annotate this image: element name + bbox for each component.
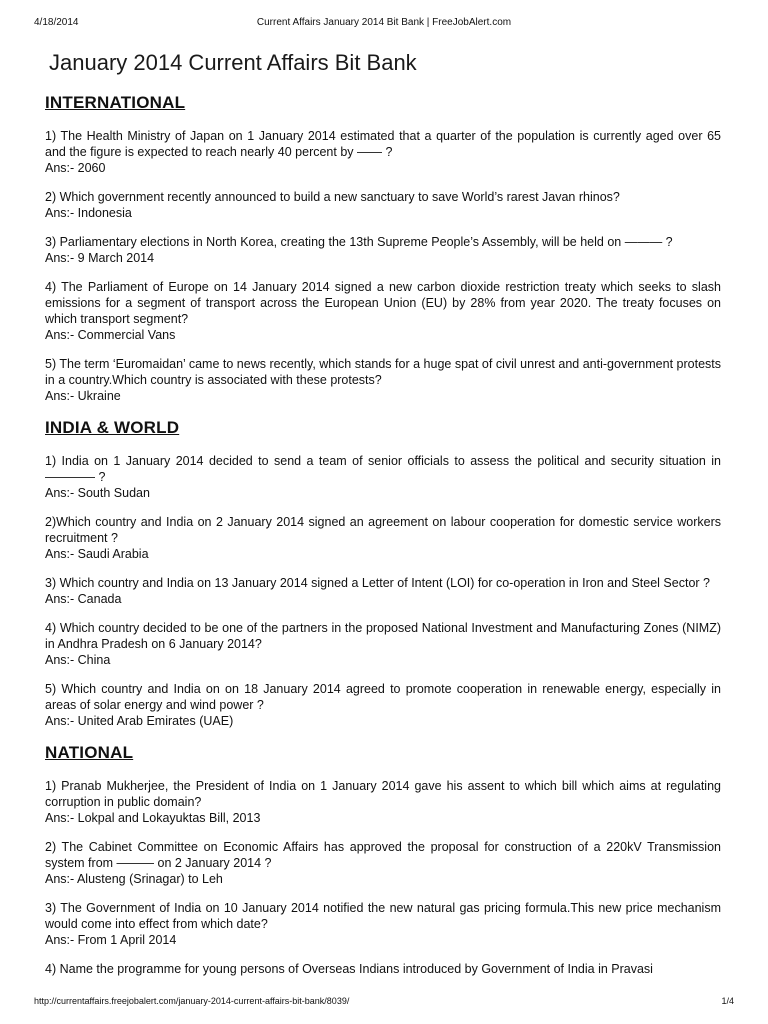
question-item	[45, 839, 721, 887]
answer-text: Ans:- China	[45, 653, 111, 667]
print-page-title: Current Affairs January 2014 Bit Bank | FreeJobAlert.com	[256, 17, 512, 28]
question-text: 2)Which country and India on 2 January 2014 signed an agreement on labour cooperation for domestic service workers recruitment ?	[45, 515, 721, 545]
page-number: 1/4	[721, 996, 734, 1006]
question-item	[45, 356, 721, 404]
question-text: 1) The Health Ministry of Japan on 1 January 2014 estimated that a quarter of the population is currently aged over 65 and the figure is expected to reach nearly 40 percent by —— ?	[45, 129, 721, 159]
answer-text: Ans:- Ukraine	[45, 389, 121, 403]
question-item	[45, 681, 721, 729]
answer-text: Ans:- Saudi Arabia	[45, 547, 149, 561]
section-heading: NATIONAL	[45, 743, 134, 762]
section-heading: INTERNATIONAL	[45, 93, 186, 112]
answer-text: Ans:- Alusteng (Srinagar) to Leh	[45, 872, 223, 886]
question-text: 4) The Parliament of Europe on 14 January 2014 signed a new carbon dioxide restriction treaty which seeks to slash emissions for a segment of transport across the European Union (EU) by 28% from year 2020. The treaty focuses on which transport segment?	[45, 280, 721, 326]
question-text: 3) Which country and India on 13 January 2014 signed a Letter of Intent (LOI) for co-operation in Iron and Steel Sector ?	[45, 576, 710, 590]
question-item	[45, 961, 721, 977]
question-item	[45, 575, 721, 607]
section-national	[45, 742, 721, 977]
print-header	[34, 16, 734, 30]
question-text: 1) India on 1 January 2014 decided to send a team of senior officials to assess the political and security situation in ———— ?	[45, 454, 721, 484]
question-item	[45, 189, 721, 221]
question-text: 5) Which country and India on on 18 January 2014 agreed to promote cooperation in renewable energy, especially in areas of solar energy and wind power ?	[45, 682, 721, 712]
print-footer	[34, 994, 734, 1008]
answer-text: Ans:- Indonesia	[45, 206, 132, 220]
question-text: 3) The Government of India on 10 January 2014 notified the new natural gas pricing formula.This new price mechanism would come into effect from which date?	[45, 901, 721, 931]
question-item	[45, 128, 721, 176]
question-text: 4) Name the programme for young persons of Overseas Indians introduced by Government of India in Pravasi	[45, 962, 653, 976]
question-item	[45, 514, 721, 562]
question-item	[45, 279, 721, 343]
section-india-world	[45, 417, 721, 729]
answer-text: Ans:- 9 March 2014	[45, 251, 155, 265]
answer-text: Ans:- Commercial Vans	[45, 328, 176, 342]
question-item	[45, 453, 721, 501]
answer-text: Ans:- From 1 April 2014	[45, 933, 177, 947]
question-text: 2) Which government recently announced to build a new sanctuary to save World’s rarest Javan rhinos?	[45, 190, 620, 204]
question-item	[45, 778, 721, 826]
print-url: http://currentaffairs.freejobalert.com/january-2014-current-affairs-bit-bank/8039/	[34, 996, 350, 1006]
document-title: January 2014 Current Affairs Bit Bank	[49, 50, 417, 75]
answer-text: Ans:- 2060	[45, 161, 106, 175]
question-item	[45, 234, 721, 266]
answer-text: Ans:- Canada	[45, 592, 122, 606]
question-text: 3) Parliamentary elections in North Korea, creating the 13th Supreme People’s Assembly, will be held on ——— ?	[45, 235, 673, 249]
answer-text: Ans:- Lokpal and Lokayuktas Bill, 2013	[45, 811, 261, 825]
question-item	[45, 900, 721, 948]
document-body	[45, 48, 721, 990]
answer-text: Ans:- United Arab Emirates (UAE)	[45, 714, 234, 728]
print-date: 4/18/2014	[34, 17, 79, 28]
section-heading: INDIA & WORLD	[45, 418, 180, 437]
question-text: 5) The term ‘Euromaidan’ came to news recently, which stands for a huge spat of civil unrest and anti-government protests in a country.Which country is associated with these protests?	[45, 357, 721, 387]
question-text: 1) Pranab Mukherjee, the President of India on 1 January 2014 gave his assent to which bill which aims at regulating corruption in public domain?	[45, 779, 721, 809]
answer-text: Ans:- South Sudan	[45, 486, 150, 500]
question-text: 4) Which country decided to be one of the partners in the proposed National Investment and Manufacturing Zones (NIMZ) in Andhra Pradesh on 6 January 2014?	[45, 621, 721, 651]
question-text: 2) The Cabinet Committee on Economic Affairs has approved the proposal for construction of a 220kV Transmission system from ——— on 2 January 2014 ?	[45, 840, 721, 870]
section-international	[45, 92, 721, 404]
question-item	[45, 620, 721, 668]
